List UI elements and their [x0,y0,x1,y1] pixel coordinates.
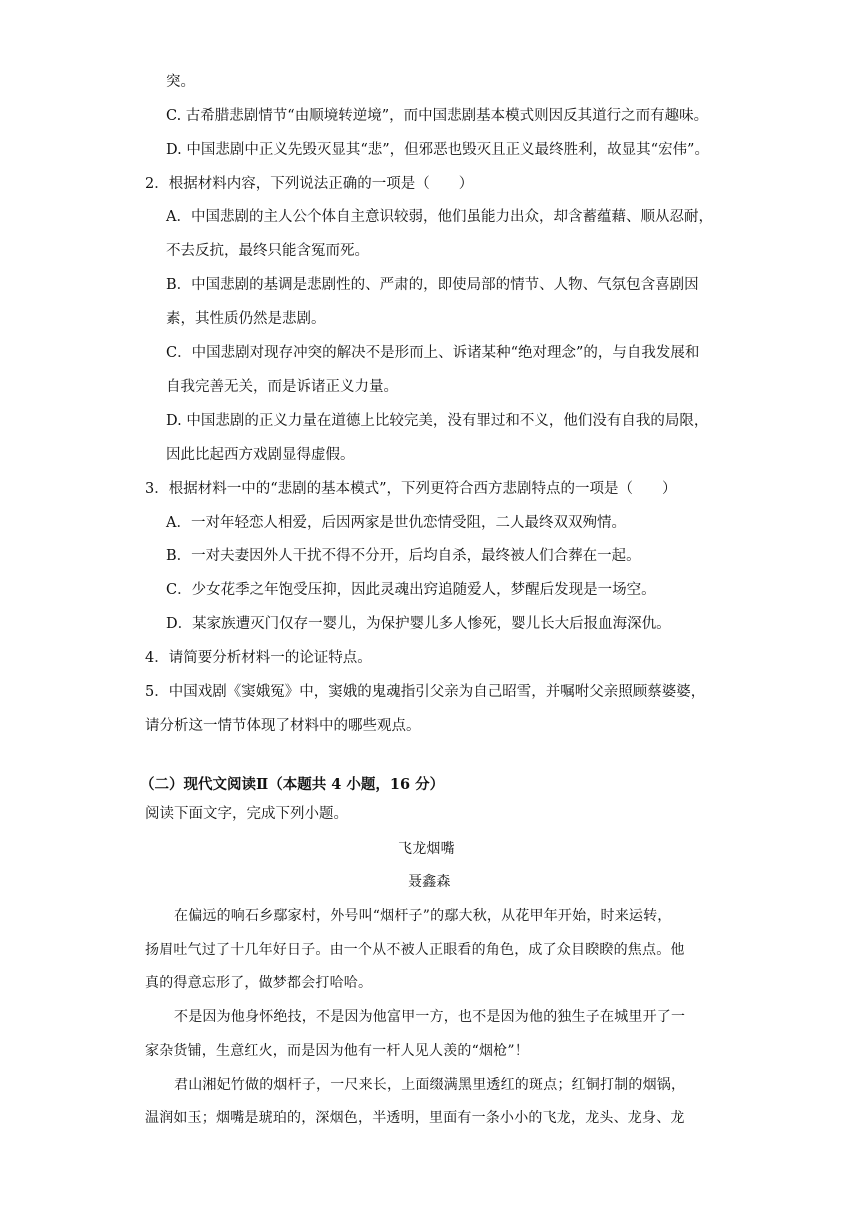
paragraph-3-line1: 君山湘妃竹做的烟杆子，一尺来长，上面缀满黑里透红的斑点；红铜打制的烟锅， [174,1077,686,1093]
section-instruction: 阅读下面文字，完成下列小题。 [145,806,348,822]
q4-stem: 4．请简要分析材料一的论证特点。 [145,650,372,666]
story-author: 聂鑫森 [408,874,451,890]
paragraph-2-line1: 不是因为他身怀绝技，不是因为他富甲一方，也不是因为他的独生子在城里开了一 [174,1009,686,1025]
paragraph-3-line2: 温润如玉；烟嘴是琥珀的，深烟色，半透明，里面有一条小小的飞龙，龙头、龙身、龙 [145,1110,685,1126]
q5-stem-line2: 请分析这一情节体现了材料中的哪些观点。 [145,718,421,734]
q1-continuation: 突。 [166,74,195,90]
q2-option-c-line2: 自我完善无关，而是诉诸正义力量。 [166,379,398,395]
q1-option-d: D. 中国悲剧中正义先毁灭显其“悲”，但邪恶也毁灭且正义最终胜利，故显其“宏伟”。 [166,142,709,158]
q2-stem: 2．根据材料内容，下列说法正确的一项是（ ） [145,176,474,192]
section-heading: （二）现代文阅读Ⅱ（本题共 4 小题，16 分） [140,776,445,793]
q3-option-b: B．一对夫妻因外人干扰不得不分开，后均自杀，最终被人们合葬在一起。 [166,548,641,564]
paragraph-1-line2: 扬眉吐气过了十几年好日子。由一个从不被人正眼看的角色，成了众目睽睽的焦点。他 [145,942,685,958]
q3-option-d: D．某家族遭灭门仅存一婴儿，为保护婴儿多人惨死，婴儿长大后报血海深仇。 [166,616,671,632]
q2-option-d-line1: D. 中国悲剧的正义力量在道德上比较完美，没有罪过和不义，他们没有自我的局限， [166,413,709,429]
q3-option-c: C．少女花季之年饱受压抑，因此灵魂出窍追随爱人，梦醒后发现是一场空。 [166,582,656,598]
q1-option-c: C. 古希腊悲剧情节“由顺境转逆境”，而中国悲剧基本模式则因反其道行之而有趣味。 [166,108,709,124]
paragraph-1-line1: 在偏远的响石乡鄢家村，外号叫“烟杆子”的鄢大秋，从花甲年开始，时来运转， [174,908,672,924]
paragraph-2-line2: 家杂货铺，生意红火，而是因为他有一杆人见人羡的“烟枪”！ [145,1043,529,1059]
q2-option-b-line2: 素，其性质仍然是悲剧。 [166,311,326,327]
q2-option-a-line2: 不去反抗，最终只能含冤而死。 [166,243,369,259]
q2-option-b-line1: B．中国悲剧的基调是悲剧性的、严肃的，即使局部的情节、人物、气氛包含喜剧因 [166,277,699,293]
q2-option-d-line2: 因此比起西方戏剧显得虚假。 [166,447,355,463]
q3-option-a: A．一对年轻恋人相爱，后因两家是世仇恋情受阻，二人最终双双殉情。 [166,515,626,531]
paragraph-1-line3: 真的得意忘形了，做梦都会打哈哈。 [145,975,373,991]
q2-option-c-line1: C．中国悲剧对现存冲突的解决不是形而上、诉诸某种“绝对理念”的，与自我发展和 [166,345,700,361]
q3-stem: 3．根据材料一中的“悲剧的基本模式”，下列更符合西方悲剧特点的一项是（ ） [145,481,677,497]
story-title: 飞龙烟嘴 [398,841,455,857]
q5-stem-line1: 5．中国戏剧《窦娥冤》中，窦娥的鬼魂指引父亲为自己昭雪，并嘱咐父亲照顾蔡婆婆， [145,684,706,700]
q2-option-a-line1: A．中国悲剧的主人公个体自主意识较弱，他们虽能力出众，却含蓄蕴藉、顺从忍耐， [166,209,713,225]
